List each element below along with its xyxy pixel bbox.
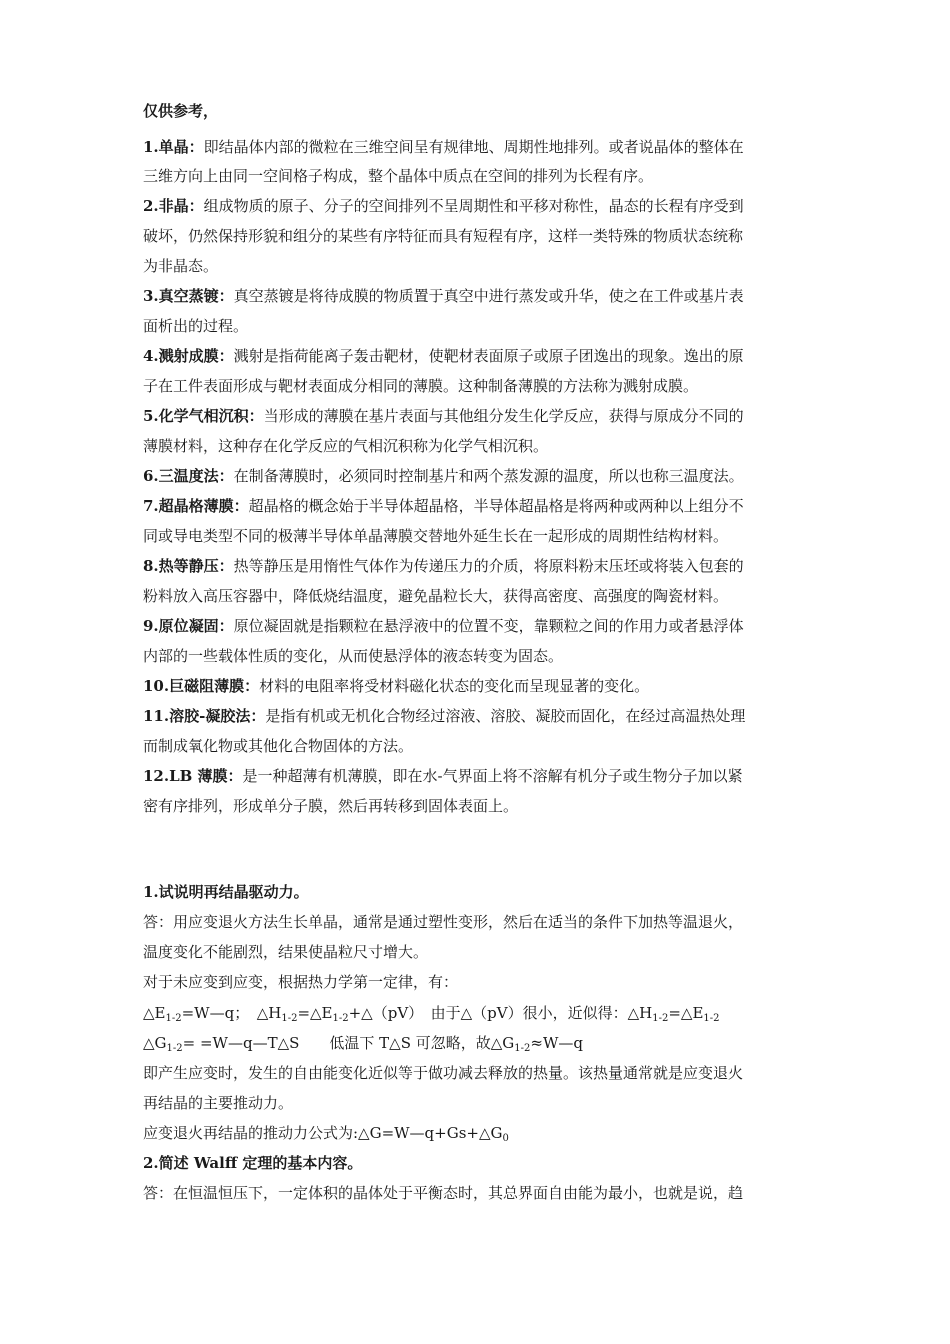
definition-line: 三维方向上由同一空间格子构成，整个晶体中质点在空间的排列为长程有序。 bbox=[143, 167, 654, 185]
intro-note: 仅供参考， bbox=[143, 102, 219, 120]
definition-line: 子在工件表面形成与靶材表面成分相同的薄膜。这种制备薄膜的方法称为溅射成膜。 bbox=[143, 377, 699, 395]
definition-term: 6.三温度法： bbox=[143, 467, 234, 485]
definition-term: 3.真空蒸镀： bbox=[143, 287, 234, 305]
question-title: 1.试说明再结晶驱动力。 bbox=[143, 883, 309, 901]
definition-line: 12.LB 薄膜：是一种超薄有机薄膜，即在水-气界面上将不溶解有机分子或生物分子加以紧 bbox=[143, 767, 743, 785]
definition-line: 破坏，仍然保持形貌和组分的某些有序特征而具有短程有序，这样一类特殊的物质状态统称 bbox=[143, 227, 744, 245]
definition-line: 为非晶态。 bbox=[143, 257, 219, 275]
definition-line: 3.真空蒸镀：真空蒸镀是将待成膜的物质置于真空中进行蒸发或升华，使之在工件或基片表 bbox=[143, 287, 744, 305]
definition-term: 8.热等静压： bbox=[143, 557, 234, 575]
definition-line: 内部的一些载体性质的变化，从而使悬浮体的液态转变为固态。 bbox=[143, 647, 564, 665]
definition-line: 薄膜材料，这种存在化学反应的气相沉积称为化学气相沉积。 bbox=[143, 437, 549, 455]
answer-line: 答：在恒温恒压下，一定体积的晶体处于平衡态时，其总界面自由能为最小，也就是说，趋 bbox=[143, 1184, 744, 1202]
definition-line: 同或导电类型不同的极薄半导体单晶薄膜交替地外延生长在一起形成的周期性结构材料。 bbox=[143, 527, 729, 545]
definition-line: 6.三温度法：在制备薄膜时，必须同时控制基片和两个蒸发源的温度，所以也称三温度法。 bbox=[143, 467, 744, 485]
definition-term: 4.溅射成膜： bbox=[143, 347, 234, 365]
definition-term: 5.化学气相沉积： bbox=[143, 407, 264, 425]
equation-line: $\triangle G_{1-2}=$ =W—q—T△S 低温下 T△S 可忽略，故$\triangle G_{1-2}\approx W—q$ bbox=[143, 1034, 583, 1054]
question-title: 2.简述 Walff 定理的基本内容。 bbox=[143, 1154, 363, 1172]
definition-line: 而制成氧化物或其他化合物固体的方法。 bbox=[143, 737, 414, 755]
formula-line: 应变退火再结晶的推动力公式为$:\triangle G=W—q+Gs+\triangle G_0$ bbox=[143, 1124, 509, 1144]
answer-line: 即产生应变时，发生的自由能变化近似等于做功减去释放的热量。该热量通常就是应变退火 bbox=[143, 1064, 744, 1082]
definition-line: 11.溶胶-凝胶法：是指有机或无机化合物经过溶液、溶胶、凝胶而固化，在经过高温热处理 bbox=[143, 707, 746, 725]
definition-term: 12.LB 薄膜： bbox=[143, 767, 243, 785]
definition-term: 9.原位凝固： bbox=[143, 617, 234, 635]
definition-line: 1.单晶：即结晶体内部的微粒在三维空间呈有规律地、周期性地排列。或者说晶体的整体在 bbox=[143, 138, 744, 156]
definition-line: 密有序排列，形成单分子膜，然后再转移到固体表面上。 bbox=[143, 797, 519, 815]
answer-line: 温度变化不能剧烈，结果使晶粒尺寸增大。 bbox=[143, 943, 429, 961]
definition-line: 4.溅射成膜：溅射是指荷能离子轰击靶材，使靶材表面原子或原子团逸出的现象。逸出的原 bbox=[143, 347, 744, 365]
definition-line: 7.超晶格薄膜：超晶格的概念始于半导体超晶格，半导体超晶格是将两种或两种以上组分不 bbox=[143, 497, 744, 515]
answer-line: 答：用应变退火方法生长单晶，通常是通过塑性变形，然后在适当的条件下加热等温退火， bbox=[143, 913, 744, 931]
definition-line: 9.原位凝固：原位凝固就是指颗粒在悬浮液中的位置不变，靠颗粒之间的作用力或者悬浮体 bbox=[143, 617, 744, 635]
definition-term: 7.超晶格薄膜： bbox=[143, 497, 249, 515]
definition-term: 10.巨磁阻薄膜： bbox=[143, 677, 260, 695]
definition-line: 2.非晶：组成物质的原子、分子的空间排列不呈周期性和平移对称性，晶态的长程有序受到 bbox=[143, 197, 744, 215]
definition-line: 10.巨磁阻薄膜：材料的电阻率将受材料磁化状态的变化而呈现显著的变化。 bbox=[143, 677, 650, 695]
answer-line: 对于未应变到应变，根据热力学第一定律，有： bbox=[143, 973, 459, 991]
definition-term: 11.溶胶-凝胶法： bbox=[143, 707, 266, 725]
definition-line: 8.热等静压：热等静压是用惰性气体作为传递压力的介质，将原料粉末压坯或将装入包套的 bbox=[143, 557, 744, 575]
definition-term: 1.单晶： bbox=[143, 138, 204, 156]
equation-line: $\triangle E_{1-2}=W—q$； $\triangle H_{1-2}=\triangle E_{1-2}+\triangle(pV)$ 由于△（pV）很小，近似得：$\triangle H_{1-2}=\triangle E_{1-2}$ bbox=[143, 1004, 720, 1024]
answer-line: 再结晶的主要推动力。 bbox=[143, 1094, 294, 1112]
definition-line: 面析出的过程。 bbox=[143, 317, 249, 335]
definition-term: 2.非晶： bbox=[143, 197, 204, 215]
definition-line: 5.化学气相沉积：当形成的薄膜在基片表面与其他组分发生化学反应，获得与原成分不同的 bbox=[143, 407, 744, 425]
definition-line: 粉料放入高压容器中，降低烧结温度，避免晶粒长大，获得高密度、高强度的陶瓷材料。 bbox=[143, 587, 729, 605]
